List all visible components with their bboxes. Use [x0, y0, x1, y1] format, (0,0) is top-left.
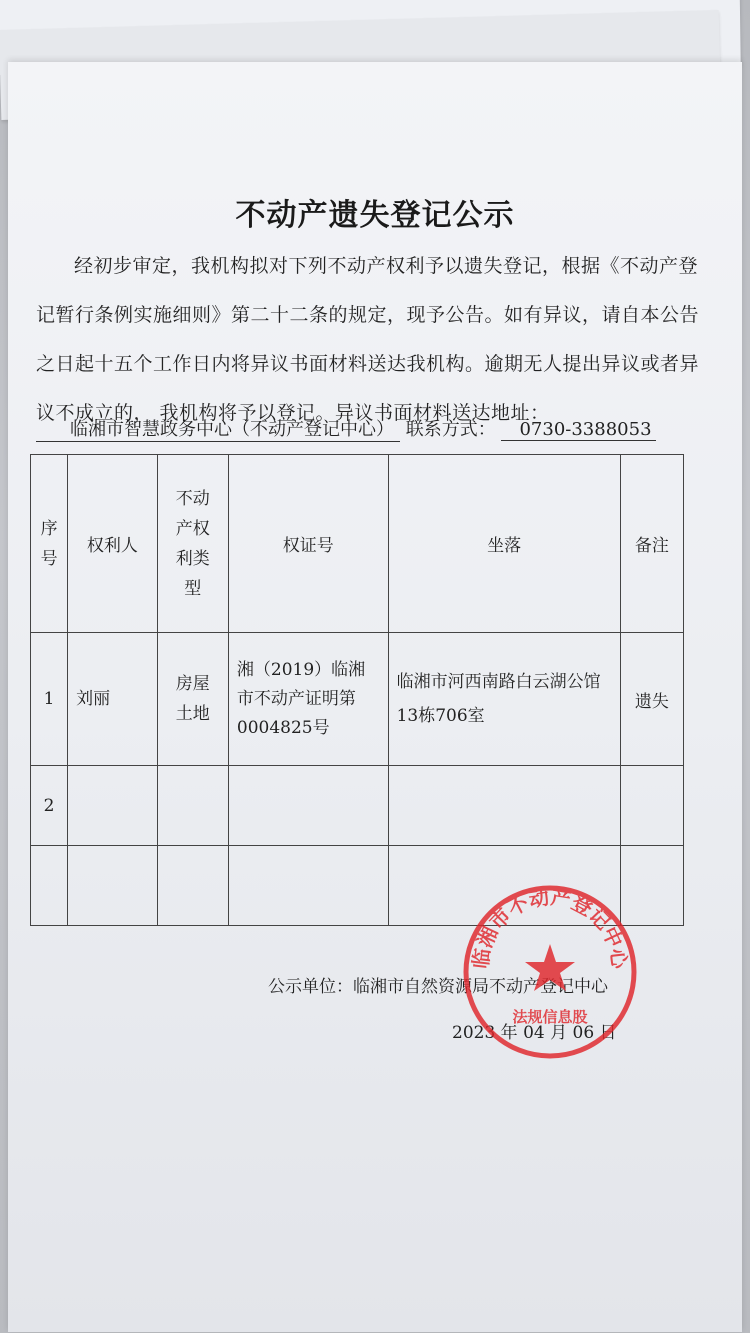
seal-top-text: 临湘市不动产登记中心	[468, 884, 632, 970]
cell-location	[388, 766, 620, 846]
cell-num: 2	[31, 766, 68, 846]
cell-location: 临湘市河西南路白云湖公馆13栋706室	[388, 633, 620, 766]
cell-note	[620, 766, 683, 846]
cell-type-line: 房屋	[175, 674, 210, 694]
cell-cert	[228, 766, 388, 846]
header-type-line: 不动	[175, 488, 210, 509]
cell-type-line: 土地	[175, 704, 210, 724]
cell-num	[31, 846, 68, 926]
cell-cert	[228, 846, 388, 926]
notice-paper	[8, 62, 742, 1332]
table-row	[31, 766, 684, 846]
header-location: 坐落	[388, 455, 620, 633]
contact-phone: 0730-3388053	[501, 419, 655, 441]
header-type	[157, 455, 228, 633]
header-note: 备注	[620, 455, 683, 633]
notice-paragraph: 经初步审定，我机构拟对下列不动产权利予以遗失登记，根据《不动产登记暂行条例实施细则》第二十二条的规定，现予公告。如有异议，请自本公告之日起十五个工作日内将异议书面材料送达我机构。逾期无人提出异议或者异议不成立的， 我机构将予以登记。异议书面材料送达地址：	[36, 255, 700, 424]
registration-table	[30, 454, 684, 926]
cell-holder: 刘丽	[68, 633, 157, 766]
header-cert: 权证号	[228, 455, 388, 633]
header-type-line: 产权	[175, 518, 210, 539]
cell-note: 遗失	[620, 633, 683, 766]
cell-type	[157, 766, 228, 846]
seal-bottom-text: 法规信息股	[512, 1008, 588, 1026]
header-type-line: 利类	[175, 548, 210, 569]
publish-date: 2023 年 04 月 06 日	[452, 1023, 617, 1043]
cell-type	[157, 846, 228, 926]
cell-cert: 湘（2019）临湘市不动产证明第0004825号	[228, 633, 388, 766]
contact-label: 联系方式：	[405, 419, 496, 440]
seal-star-icon	[525, 944, 575, 991]
header-num-line: 号	[40, 548, 58, 569]
notice-title: 不动产遗失登记公示	[235, 198, 515, 233]
header-type-line: 型	[184, 578, 202, 599]
publisher-line: 公示单位：临湘市自然资源局不动产登记中心	[268, 977, 608, 997]
address-contact-line	[36, 415, 700, 442]
cell-holder	[68, 766, 157, 846]
header-holder: 权利人	[68, 455, 157, 633]
objection-address: 临湘市智慧政务中心（不动产登记中心）	[36, 415, 400, 442]
header-num-line: 序	[40, 518, 58, 539]
official-seal	[460, 882, 640, 1062]
table-header-row	[31, 455, 684, 633]
cell-num: 1	[31, 633, 68, 766]
cell-type	[157, 633, 228, 766]
header-num	[31, 455, 68, 633]
cell-holder	[68, 846, 157, 926]
table-row	[31, 633, 684, 766]
